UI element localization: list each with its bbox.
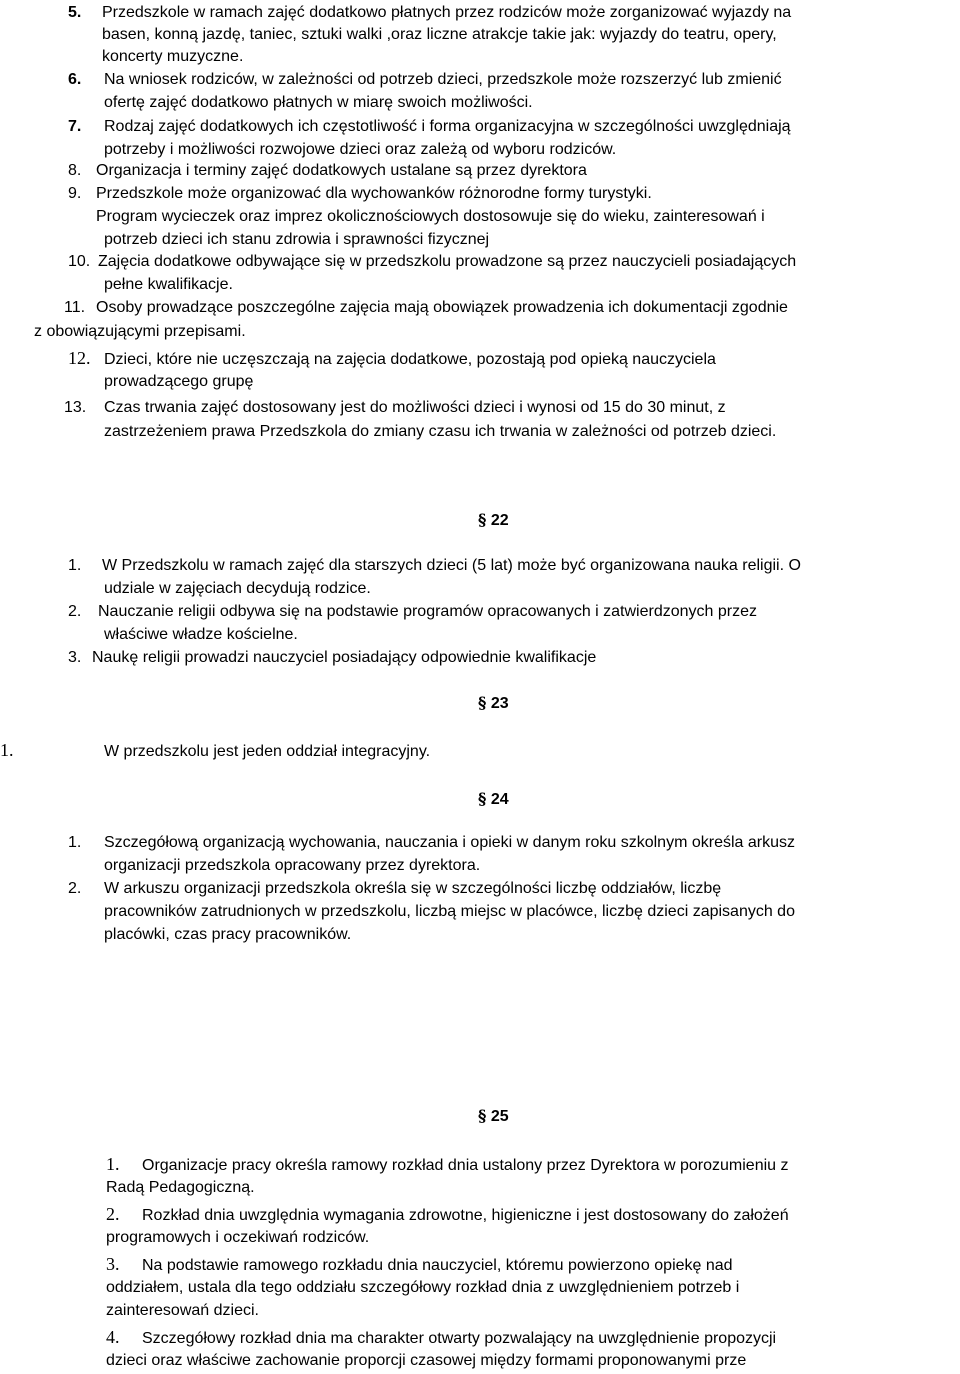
section-25-heading: § 25	[478, 1106, 509, 1125]
s24-item-2-line-3: placówki, czas pracy pracowników.	[104, 926, 352, 943]
s24-item-1-line-2: organizacji przedszkola opracowany przez dyrektora.	[104, 857, 481, 874]
item-6-line-1: 6. Na wniosek rodziców, w zależności od potrzeb dzieci, przedszkole może rozszerzyć lub zmienić	[68, 71, 782, 88]
item-9-line-1: 9. Przedszkole może organizować dla wychowanków różnorodne formy turystyki.	[68, 185, 652, 202]
item-12-line-2: prowadzącego grupę	[104, 373, 254, 390]
item-10-line-2: pełne kwalifikacje.	[104, 276, 233, 293]
s22-item-2-line-2: właściwe władze kościelne.	[104, 626, 298, 643]
s25-item-3-line-3: zainteresowań dzieci.	[106, 1302, 259, 1319]
item-5-line-1: 5. Przedszkole w ramach zajęć dodatkowo płatnych przez rodziców może zorganizować wyjazdy na	[68, 4, 792, 21]
s25-item-3-line-1: 3. Na podstawie ramowego rozkładu dnia nauczyciel, któremu powierzono opiekę nad	[106, 1254, 733, 1274]
s24-item-2-line-1: 2. W arkuszu organizacji przedszkola określa się w szczególności liczbę oddziałów, liczbę	[68, 880, 722, 897]
s22-item-3-line-1: 3. Naukę religii prowadzi nauczyciel posiadający odpowiednie kwalifikacje	[68, 649, 597, 666]
item-5-line-2: basen, konną jazdę, taniec, sztuki walki ,oraz liczne atrakcje takie jak: wyjazdy do teatru, opery,	[102, 26, 777, 43]
item-7-line-2: potrzeby i możliwości rozwojowe dzieci oraz zależą od wyboru rodziców.	[104, 141, 617, 158]
s22-item-1-line-1: 1. W Przedszkolu w ramach zajęć dla starszych dzieci (5 lat) może być organizowana nauka religii. O	[68, 557, 801, 574]
item-6-line-2: ofertę zajęć dodatkowo płatnych w miarę swoich możliwości.	[104, 94, 533, 111]
s22-item-1-line-2: udziale w zajęciach decydują rodzice.	[104, 580, 371, 597]
item-8-line-1: 8. Organizacja i terminy zajęć dodatkowych ustalane są przez dyrektora	[68, 162, 587, 179]
section-23-heading: § 23	[478, 693, 509, 712]
s24-item-1-line-1: 1. Szczegółową organizacją wychowania, nauczania i opieki w danym roku szkolnym określa arkusz	[68, 834, 795, 851]
s25-item-4-line-1: 4. Szczegółowy rozkład dnia ma charakter otwarty pozwalający na uwzględnienie propozycji	[106, 1327, 777, 1347]
s23-item-1-line-1: 1. W przedszkolu jest jeden oddział integracyjny.	[0, 740, 431, 760]
item-11-line-2: z obowiązującymi przepisami.	[34, 323, 246, 340]
s22-item-2-line-1: 2. Nauczanie religii odbywa się na podstawie programów opracowanych i zatwierdzonych przez	[68, 603, 757, 620]
s25-item-1-line-1: 1. Organizacje pracy określa ramowy rozkład dnia ustalony przez Dyrektora w porozumieniu z	[106, 1154, 789, 1174]
item-5-line-3: koncerty muzyczne.	[102, 48, 244, 65]
s25-item-4-line-2: dzieci oraz właściwe zachowanie proporcji czasowej między formami proponowanymi prze	[106, 1352, 747, 1369]
section-24-heading: § 24	[478, 789, 509, 808]
s25-item-3-line-2: oddziałem, ustala dla tego oddziału szczegółowy rozkład dnia z uwzględnieniem potrzeb i	[106, 1279, 740, 1296]
item-12-line-1: 12. Dzieci, które nie uczęszczają na zajęcia dodatkowe, pozostają pod opieką nauczyciela	[68, 348, 716, 368]
item-13-line-1: 13. Czas trwania zajęć dostosowany jest do możliwości dzieci i wynosi od 15 do 30 minut, z	[64, 399, 726, 416]
s25-item-2-line-1: 2. Rozkład dnia uwzględnia wymagania zdrowotne, higieniczne i jest dostosowany do założeń	[106, 1204, 789, 1224]
s24-item-2-line-2: pracowników zatrudnionych w przedszkolu, liczbą miejsc w placówce, liczbę dzieci zapisanych do	[104, 903, 795, 920]
item-13-line-2: zastrzeżeniem prawa Przedszkola do zmiany czasu ich trwania w zależności od potrzeb dzieci.	[104, 423, 777, 440]
section-22-heading: § 22	[478, 510, 509, 529]
program-paragraph-line-2: potrzeb dzieci ich stanu zdrowia i sprawności fizycznej	[104, 231, 490, 248]
item-7-line-1: 7. Rodzaj zajęć dodatkowych ich częstotliwość i forma organizacyjna w szczególności uwzględniają	[68, 118, 791, 135]
item-10-line-1: 10. Zajęcia dodatkowe odbywające się w przedszkolu prowadzone są przez nauczycieli posiadających	[68, 253, 797, 270]
item-11-line-1: 11. Osoby prowadzące poszczególne zajęcia mają obowiązek prowadzenia ich dokumentacji zgodnie	[64, 299, 788, 316]
s25-item-1-line-2: Radą Pedagogiczną.	[106, 1179, 255, 1196]
program-paragraph-line-1: Program wycieczek oraz imprez okolicznościowych dostosowuje się do wieku, zainteresowań i	[96, 208, 765, 225]
s25-item-2-line-2: programowych i oczekiwań rodziców.	[106, 1229, 370, 1246]
